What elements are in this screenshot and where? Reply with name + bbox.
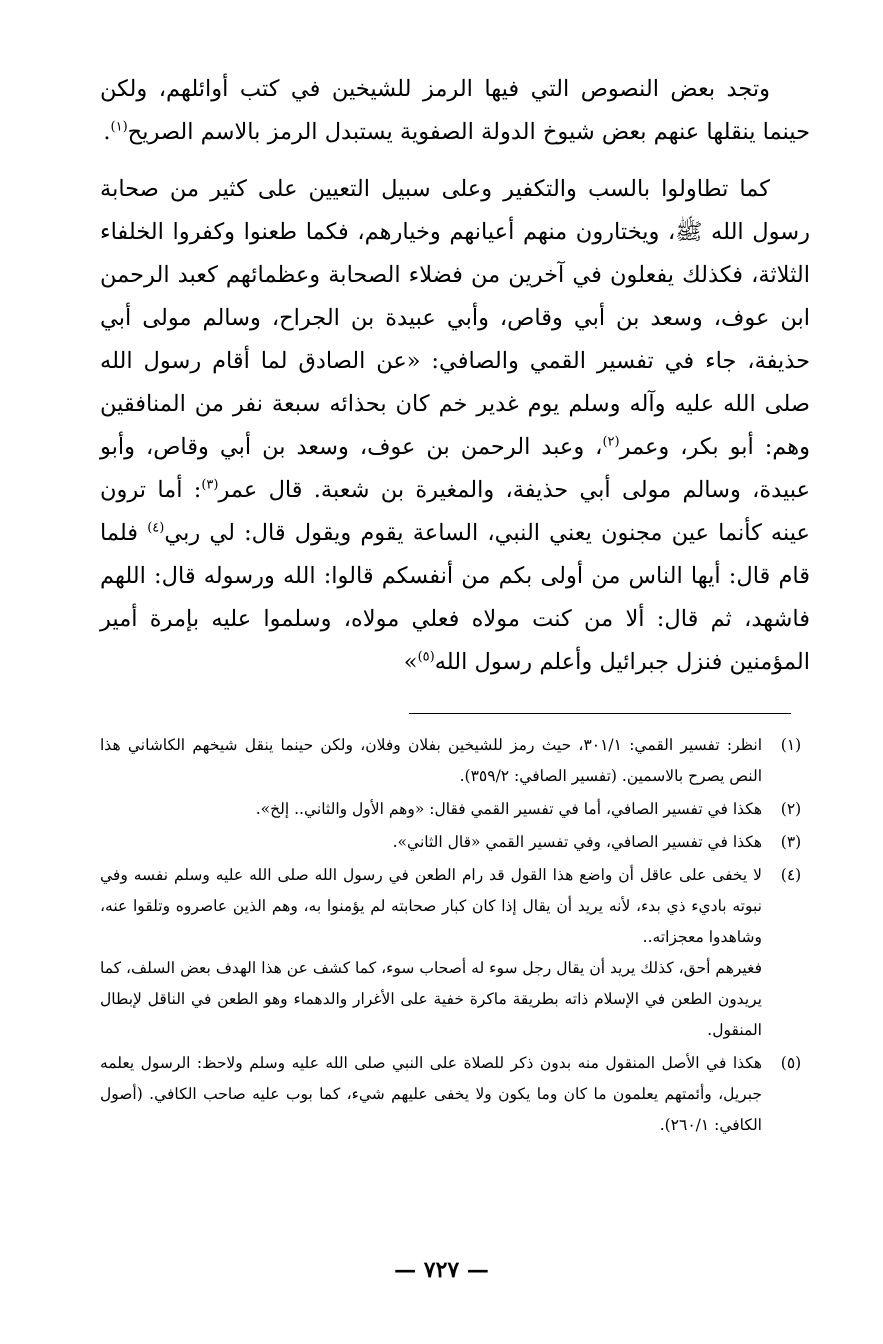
- footnote-line: لا يخفى على عاقل أن واضع هذا القول قد رام الطعن في رسول الله صلى الله عليه وسلم نفسه وفي نبوته باديء ذي بدء، لأنه يريد أن يقال إذا كان كبار صحابته لم يؤمنوا به، وهم الذين عاصروه وتلقوا عنه، وشاهدوا معجزاته..: [100, 866, 762, 946]
- footnote-ref-1[interactable]: (١): [110, 119, 128, 135]
- footnote-line: فغيرهم أحق، كذلك يريد أن يقال رجل سوء له أصحاب سوء، كما كشف عن هذا الهدف بعض السلف، كما يريدون الطعن في الإسلام ذاته بطريقة ماكرة خفية على الأغرار والدهماء وهو الطعن في الناقل لإبطال المنقول.: [100, 959, 762, 1039]
- footnote-text: [100, 730, 762, 792]
- footnote-3: [100, 827, 820, 858]
- footnote-separator: [409, 713, 791, 714]
- footnote-ref-2[interactable]: (٢): [602, 434, 620, 450]
- footnote-ref-3[interactable]: (٣): [201, 477, 219, 493]
- footnote-line: هكذا في تفسير الصافي، أما في تفسير القمي فقال: «وهم الأول والثاني.. إلخ».: [255, 800, 762, 818]
- paragraph-1-text: وتجد بعض النصوص التي فيها الرمز للشيخين في كتب أوائلهم، ولكن حينما ينقلها عنهم بعض شيوخ الدولة الصفوية يستبدل الرمز بالاسم الصريح: [100, 76, 810, 145]
- paragraph-2: [100, 168, 810, 684]
- footnote-ref-5[interactable]: (٥): [417, 649, 435, 665]
- footnote-text: [100, 860, 762, 1046]
- paragraph-2-text-d: فلما قام قال: أيها الناس من أولى بكم من أنفسكم قالوا: الله ورسوله قال: اللهم فاشهد، ثم قال: ألا من كنت مولاه فعلي مولاه، وسلموا عليه بإمرة أمير المؤمنين فنزل جبرائيل وأعلم رسول الله: [100, 520, 810, 675]
- footnote-number: (١): [780, 736, 802, 754]
- footnote-text: [100, 1048, 762, 1141]
- footnote-number: (٥): [780, 1054, 802, 1072]
- paragraph-1: [100, 68, 810, 154]
- paragraph-2-text-b: ، وعبد الرحمن بن عوف، وسعد بن أبي وقاص، وأبو عبيدة، وسالم مولى أبي حذيفة، والمغيرة بن شعبة. قال عمر: [100, 434, 811, 503]
- footnote-number: (٢): [780, 800, 802, 818]
- footnote-text: [100, 794, 762, 825]
- footnote-number: (٤): [780, 866, 802, 884]
- footnote-1: [100, 730, 820, 792]
- main-text: [100, 68, 810, 698]
- paragraph-2-text-a: كما تطاولوا بالسب والتكفير وعلى سبيل التعيين على كثير من صحابة رسول الله ﷺ، ويختارون منهم أعيانهم وخيارهم، فكما طعنوا وكفروا الخلفاء الثلاثة، فكذلك يفعلون في آخرين من فضلاء الصحابة وعظمائهم كعبد الرحمن ابن عوف، وسعد بن أبي وقاص، وأبي عبيدة بن الجراح، وسالم مولى أبي حذيفة، جاء في تفسير القمي والصافي: «عن الصادق لما أقام رسول الله صلى الله عليه وآله وسلم يوم غدير خم كان بحذائه سبعة نفر من المنافقين وهم: أبو بكر، وعمر: [100, 176, 810, 460]
- footnote-5: [100, 1048, 820, 1141]
- footnote-text: [100, 827, 762, 858]
- page-number: — ٧٢٧ —: [394, 1257, 489, 1283]
- footnote-line: هكذا في الأصل المنقول منه بدون ذكر للصلاة على النبي صلى الله عليه وسلم ولاحظ: الرسول يعلمه جبريل، وأئمتهم يعلمون ما كان وما يكون ولا يخفى عليهم شيء، كما بوب عليه صاحب الكافي. (أصول الكافي: ٢٦٠/١).: [100, 1054, 762, 1134]
- footnotes: [100, 730, 820, 1143]
- paragraph-2-text-e: »: [403, 649, 418, 675]
- footnote-number: (٣): [780, 833, 802, 851]
- footnote-4: [100, 860, 820, 1046]
- paragraph-1-end: .: [103, 119, 111, 145]
- footnote-line: هكذا في تفسير الصافي، وفي تفسير القمي «قال الثاني».: [392, 833, 762, 851]
- footnote-ref-4[interactable]: (٤): [147, 520, 165, 536]
- footnote-2: [100, 794, 820, 825]
- paragraph-2-text-c: : أما ترون عينه كأنما عين مجنون يعني النبي، الساعة يقوم ويقول قال: لي ربي: [100, 477, 810, 546]
- footnote-line: انظر: تفسير القمي: ٣٠١/١، حيث رمز للشيخين بفلان وفلان، ولكن حينما ينقل شيخهم الكاشاني هذا النص يصرح بالاسمين. (تفسير الصافي: ٣٥٩/٢).: [100, 736, 762, 785]
